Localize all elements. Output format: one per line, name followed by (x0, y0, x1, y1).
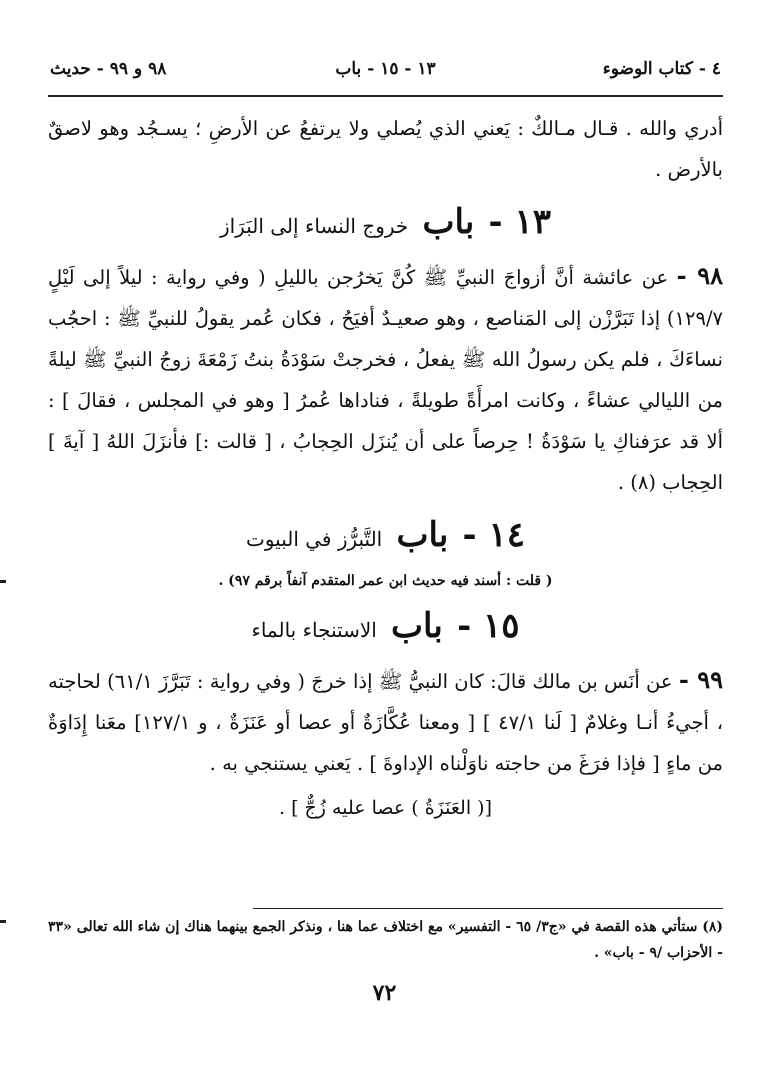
chapter-14-note: ( قلت : أسند فيه حديث ابن عمر المتقدم آنفاً برقم ٩٧) . (218, 573, 553, 589)
chapter-14-title: التَّبرُّز في البيوت (246, 527, 383, 551)
header-chapter-range: ١٣ - ١٥ - باب (335, 59, 436, 79)
chapter-13-number: ١٣ - (488, 202, 552, 242)
scan-edge-mark (0, 920, 6, 923)
footnote-8: (٨) ستأتي هذه القصة في «ج٣/ ٦٥ - التفسير» مع اختلاف عما هنا ، ونذكر الجمع بينهما هناك إن شاء الله تعالى «٣٣ - الأحزاب /٩ - باب» . (48, 919, 723, 961)
running-header (48, 55, 723, 89)
chapter-15-heading (48, 604, 723, 653)
hadith-99 (48, 659, 723, 784)
chapter-14-bab: باب (396, 515, 449, 555)
page-number: ٧٢ (372, 980, 397, 1006)
chapter-15-number: ١٥ - (457, 606, 520, 646)
chapter-13-heading (48, 200, 723, 249)
scan-edge-mark (0, 580, 6, 583)
hadith-99-number: ٩٩ - (678, 665, 724, 694)
chapter-14-number: ١٤ - (462, 515, 525, 555)
hadith-98 (48, 255, 723, 503)
anaza-definition: [( العَنَزَةُ ) عصا عليه زُجٌّ ] . (279, 797, 492, 819)
chapter-15-bab: باب (391, 606, 443, 646)
hadith-98-text: عن عائشة أنَّ أزواجَ النبيِّ ﷺ كُنَّ يَخرُجن بالليلِ ( وفي رواية : ليلاً إلى لَيْلٍ ١٢٩/٧) إذا تَبَرَّزْن إلى المَناصع ، وهو صعيـدٌ أفيَحُ ، فكان عُمر يقولُ للنبيِّ ﷺ : احجُب نساءَكَ ، فلم يكن رسولُ الله ﷺ يفعلُ ، فخرجتْ سَوْدَةُ بنتُ زَمْعَةَ زوجُ النبيِّ ﷺ ليلةً من الليالي عشاءً ، وكانت امرأَةً طويلةً ، فناداها عُمرُ [ وهو في المجلس ، فقالَ ] : ألا قد عرَفناكِ يا سَوْدَةُ ! حِرصاً على أن يُنزَل الحِجابُ ، [ قالت :] فأنزَلَ اللهُ [ آيةَ ] الحِجاب (٨) . (48, 266, 723, 494)
intro-paragraph: أدري والله . قـال مـالكٌ : يَعني الذي يُصلي ولا يرتفعُ عن الأرضِ ؛ يسـجُد وهو لاصقٌ بالأرض . (48, 117, 723, 181)
chapter-13-title: خروج النساء إلى البَرَاز (219, 214, 409, 238)
chapter-14-heading (48, 513, 723, 562)
chapter-13-bab: باب (422, 202, 475, 242)
footnote-rule (253, 908, 723, 909)
header-book-title: ٤ - كتاب الوضوء (602, 59, 721, 79)
hadith-98-number: ٩٨ - (676, 261, 723, 290)
header-rule (48, 95, 723, 97)
header-hadith-range: ٩٨ و ٩٩ - حديث (50, 59, 167, 79)
main-text (48, 108, 723, 848)
chapter-15-title: الاستنجاء بالماء (251, 618, 377, 642)
hadith-99-text: عن أنَس بن مالك قالَ: كان النبيُّ ﷺ إذا خرجَ ( وفي رواية : تَبَرَّزَ ٦١/١) لحاجته ، أجيءُ أنـا وغلامٌ [ لَنا ٤٧/١ ] [ ومعنا عُكَّازَةٌ أو عصا أو عَنَزَةٌ ، و ١٢٧/١] معَنا إِدَاوَةٌ من ماءٍ [ فإذا فرَغَ من حاجته ناوَلْناه الإداوةَ ] . يَعني يستنجي به . (48, 670, 723, 775)
